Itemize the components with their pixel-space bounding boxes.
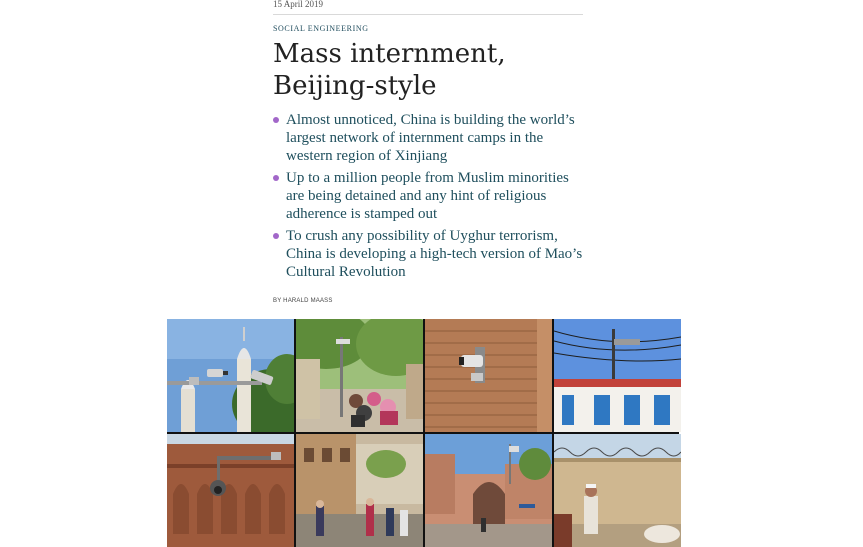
summary-bullet <box>273 227 583 281</box>
photo-old-city-gate-image <box>425 434 552 547</box>
photo-busy-street-image <box>296 434 423 547</box>
bullet-dot-icon <box>273 175 279 181</box>
summary-bullet-text: Up to a million people from Muslim minorities are being detained and any hint of religious adherence is stamped out <box>286 170 569 222</box>
photo-blue-doors-wires[interactable] <box>554 319 681 432</box>
section-label[interactable]: SOCIAL ENGINEERING <box>273 24 369 33</box>
photo-brick-wall-camera[interactable] <box>425 319 552 432</box>
photo-gallery <box>167 319 679 547</box>
photo-street-motorbikes[interactable] <box>296 319 423 432</box>
photo-mosque-cameras[interactable] <box>167 319 294 432</box>
photo-blue-doors-wires-image <box>554 319 681 432</box>
article-header <box>273 0 583 304</box>
bullet-dot-icon <box>273 233 279 239</box>
summary-bullet-text: Almost unnoticed, China is building the world’s largest network of internment camps in the western region of Xinjiang <box>286 112 575 164</box>
bullet-dot-icon <box>273 117 279 123</box>
photo-busy-street[interactable] <box>296 434 423 547</box>
photo-barbed-wire-wall[interactable] <box>554 434 681 547</box>
headline-line-2: Beijing-style <box>273 71 437 101</box>
photo-ornate-facade-camera[interactable] <box>167 434 294 547</box>
photo-old-city-gate[interactable] <box>425 434 552 547</box>
publish-date: 15 April 2019 <box>273 0 583 15</box>
summary-bullet <box>273 169 583 223</box>
photo-mosque-cameras-image <box>167 319 294 432</box>
photo-barbed-wire-wall-image <box>554 434 681 547</box>
summary-bullets <box>273 111 583 281</box>
photo-ornate-facade-camera-image <box>167 434 294 547</box>
summary-bullet-text: To crush any possibility of Uyghur terrorism, China is developing a high-tech version of Mao’s Cultural Revolution <box>286 228 583 280</box>
photo-street-motorbikes-image <box>296 319 423 432</box>
photo-brick-wall-camera-image <box>425 319 552 432</box>
headline-line-1: Mass internment, <box>273 39 506 69</box>
byline[interactable]: BY HARALD MAASS <box>273 298 333 304</box>
headline <box>273 38 583 102</box>
summary-bullet <box>273 111 583 165</box>
